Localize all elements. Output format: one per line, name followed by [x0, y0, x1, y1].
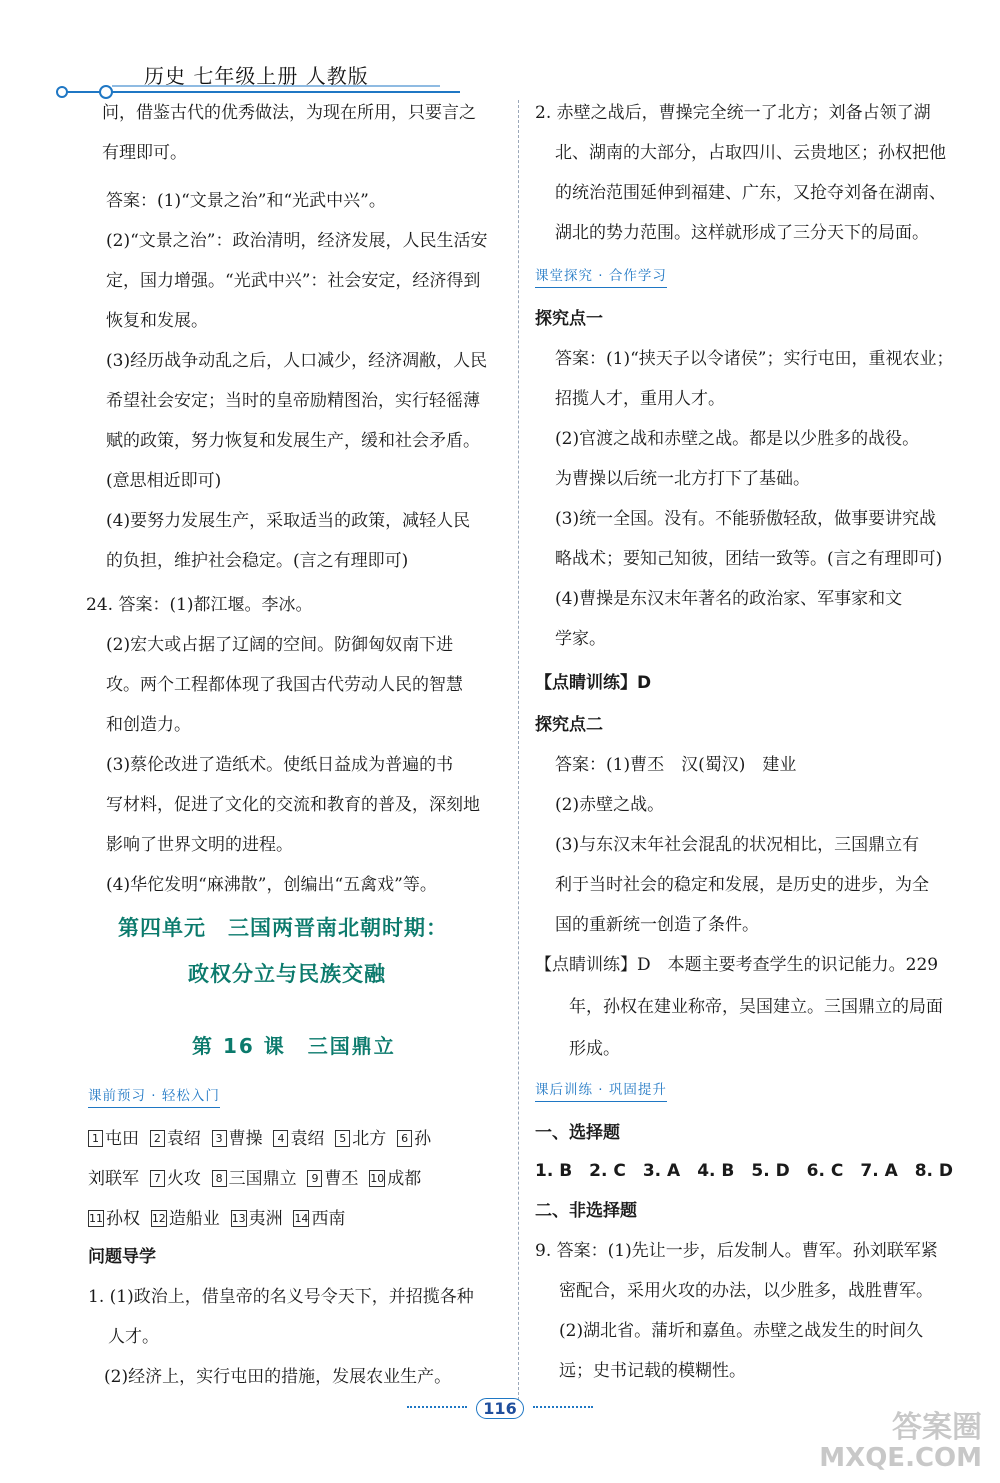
- text-line: 的统治范围延伸到福建、广东，又抢夺刘备在湖南、: [555, 183, 946, 203]
- text-line: 招揽人才，重用人才。: [555, 389, 725, 409]
- text-line: (4)要努力发展生产，采取适当的政策，减轻人民: [106, 511, 471, 531]
- blank-row: [88, 1164, 421, 1194]
- text-line: 问，借鉴古代的优秀做法，为现在所用，只要言之: [102, 103, 476, 123]
- blank-item: 7 火攻: [150, 1169, 201, 1189]
- text-line: (2)赤壁之战。: [555, 795, 665, 815]
- text-line: (2)“文景之治”：政治清明，经济发展，人民生活安: [106, 231, 488, 251]
- point-label: 探究点一: [535, 309, 603, 329]
- guide-label: 问题导学: [88, 1247, 156, 1267]
- blank-row: [88, 1124, 431, 1154]
- section-label-preview: 课前预习 · 轻松入门: [88, 1086, 220, 1108]
- text-line: 1. (1)政治上，借皇帝的名义号令天下，并招揽各种: [88, 1287, 474, 1307]
- text-line: 和创造力。: [106, 715, 191, 735]
- page-number: 116: [476, 1398, 523, 1419]
- text-line: 人才。: [108, 1327, 159, 1347]
- text-line: (4)曹操是东汉末年著名的政治家、军事家和文: [555, 589, 903, 609]
- text-line: 略战术；要知己知彼，团结一致等。(言之有理即可): [555, 549, 943, 569]
- answer-line: 答案：(1)“文景之治”和“光武中兴”。: [106, 191, 386, 211]
- text-line: 攻。两个工程都体现了我国古代劳动人民的智慧: [106, 675, 463, 695]
- text-line: 赋的政策，努力恢复和发展生产，缓和社会矛盾。: [106, 431, 480, 451]
- blank-item: 14 西南: [294, 1209, 346, 1229]
- text-line: 的负担，维护社会稳定。(言之有理即可): [106, 551, 409, 571]
- text-line: 为曹操以后统一北方打下了基础。: [555, 469, 810, 489]
- choice-label: 一、选择题: [535, 1123, 620, 1143]
- answer-line: 答案：(1)“挟天子以令诸侯”；实行屯田，重视农业；: [555, 349, 954, 369]
- choice-answers: 1. B 2. C 3. A 4. B 5. D 6. C 7. A 8. D: [535, 1161, 954, 1181]
- blank-item: 13 夷洲: [231, 1209, 283, 1229]
- watermark-line: 答案圈: [892, 1410, 982, 1445]
- text-line: 影响了世界文明的进程。: [106, 835, 293, 855]
- text-line: 北、湖南的大部分，占取四川、云贵地区；孙权把他: [555, 143, 946, 163]
- unit-subtitle: 政权分立与民族交融: [188, 962, 386, 986]
- text-line: 定，国力增强。“光武中兴”：社会安定，经济得到: [106, 271, 481, 291]
- text-line: 远；史书记载的模糊性。: [559, 1361, 746, 1381]
- blank-item: 4 袁绍: [273, 1129, 324, 1149]
- text-line: (3)蔡伦改进了造纸术。使纸日益成为普遍的书: [106, 755, 454, 775]
- text-line: 密配合，采用火攻的办法，以少胜多，战胜曹军。: [559, 1281, 933, 1301]
- blank-item: 刘联军: [88, 1169, 139, 1189]
- blank-item: 6 孙: [397, 1129, 431, 1149]
- blank-item: 11 孙权: [89, 1209, 140, 1229]
- blank-item: 5 北方: [335, 1129, 386, 1149]
- answer-line: 9. 答案：(1)先让一步，后发制人。曹军。孙刘联军紧: [535, 1241, 938, 1261]
- dots-decoration-icon: [407, 1406, 467, 1408]
- blank-item: 2 袁绍: [150, 1129, 201, 1149]
- text-line: 湖北的势力范围。这样就形成了三分天下的局面。: [555, 223, 929, 243]
- text-line: 学家。: [555, 629, 606, 649]
- text-line: 2. 赤壁之战后，曹操完全统一了北方；刘备占领了湖: [535, 103, 931, 123]
- text-line: (2)官渡之战和赤壁之战。都是以少胜多的战役。: [555, 429, 920, 449]
- book-title: 历史 七年级上册 人教版: [144, 64, 369, 88]
- watermark-line: MXQE.COM: [819, 1443, 982, 1473]
- text-line: (3)经历战争动乱之后，人口减少，经济凋敝，人民: [106, 351, 488, 371]
- blank-item: 9 曹丕: [307, 1169, 358, 1189]
- answer-line: 答案：(1)曹丕 汉(蜀汉) 建业: [555, 755, 797, 775]
- text-line: (2)宏大或占据了辽阔的空间。防御匈奴南下进: [106, 635, 454, 655]
- text-line: 年，孙权在建业称帝，吴国建立。三国鼎立的局面: [569, 997, 943, 1017]
- point-label: 探究点二: [535, 715, 603, 735]
- text-line: (2)湖北省。蒲圻和嘉鱼。赤壁之战发生的时间久: [559, 1321, 924, 1341]
- text-line: 写材料，促进了文化的交流和教育的普及，深刻地: [106, 795, 480, 815]
- text-line: 形成。: [569, 1039, 620, 1059]
- training-answer: 【点睛训练】D: [535, 673, 652, 693]
- unit-title: 第四单元 三国两晋南北朝时期：: [118, 916, 448, 940]
- watermark: [819, 1410, 982, 1473]
- dots-decoration-icon: [533, 1406, 593, 1408]
- text-line: (4)华佗发明“麻沸散”，创编出“五禽戏”等。: [106, 875, 437, 895]
- text-line: (3)与东汉末年社会混乱的状况相比，三国鼎立有: [555, 835, 920, 855]
- text-line: (意思相近即可): [106, 471, 222, 491]
- blank-item: 8 三国鼎立: [212, 1169, 297, 1189]
- answer-line: 24. 答案：(1)都江堰。李冰。: [86, 595, 313, 615]
- blank-item: 1 屯田: [88, 1129, 139, 1149]
- nonchoice-label: 二、非选择题: [535, 1201, 637, 1221]
- training-answer: 【点睛训练】D 本题主要考查学生的识记能力。229: [535, 955, 939, 975]
- lesson-title: 第 16 课 三国鼎立: [192, 1034, 396, 1058]
- text-line: 有理即可。: [102, 143, 187, 163]
- blank-row: [88, 1204, 345, 1234]
- text-line: 利于当时社会的稳定和发展，是历史的进步，为全: [555, 875, 929, 895]
- blank-item: 10 成都: [370, 1169, 422, 1189]
- text-line: (3)统一全国。没有。不能骄傲轻敌，做事要讲究战: [555, 509, 937, 529]
- text-line: 希望社会安定；当时的皇帝励精图治，实行轻徭薄: [106, 391, 480, 411]
- column-divider: [518, 100, 519, 1400]
- section-label-class: 课堂探究 · 合作学习: [535, 266, 667, 288]
- text-line: 国的重新统一创造了条件。: [555, 915, 759, 935]
- section-label-after: 课后训练 · 巩固提升: [535, 1080, 667, 1102]
- blank-item: 12 造船业: [151, 1209, 220, 1229]
- blank-item: 3 曹操: [212, 1129, 263, 1149]
- text-line: (2)经济上，实行屯田的措施，发展农业生产。: [104, 1367, 452, 1387]
- text-line: 恢复和发展。: [106, 311, 208, 331]
